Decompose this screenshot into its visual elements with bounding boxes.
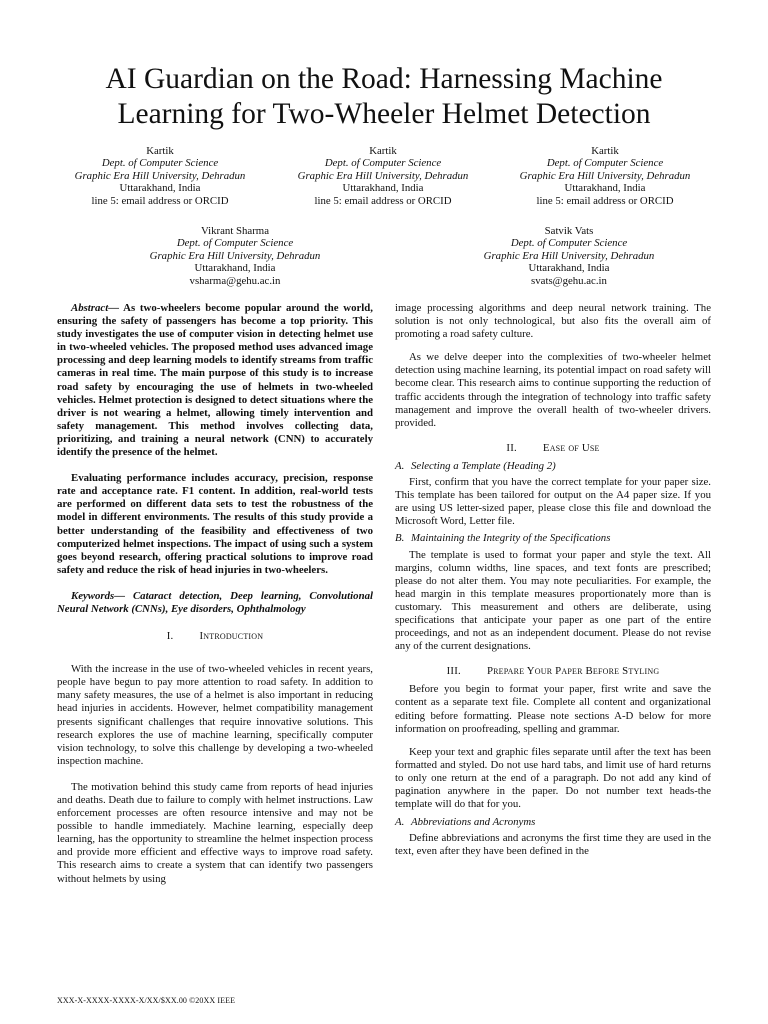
- section-title: Ease of Use: [542, 441, 600, 454]
- title-line-1: AI Guardian on the Road: Harnessing Machine: [105, 63, 663, 95]
- author-email: vsharma@gehu.ac.in: [189, 274, 281, 287]
- author-email: svats@gehu.ac.in: [531, 274, 607, 287]
- author-location: Uttarakhand, India: [342, 182, 424, 195]
- subsection-letter: A.: [395, 459, 405, 472]
- section-title: Introduction: [199, 630, 264, 643]
- author-name: Satvik Vats: [544, 225, 594, 237]
- author-univ: Graphic Era Hill University, Dehradun: [149, 249, 321, 262]
- abstract-paragraph-2: Evaluating performance includes accuracy, precision, response rate and acceptance rate. F1 content. In addition, real-world tests are performed on different data sets to test the robustness of the model in different environments. The results of this study provide a better understanding of the feasibility and effectiveness of two computerized helmet inspections. The impact of using such a system goes beyond research, offering practical solutions to improve road safety and reduce the risk of head injuries in two-wheelers.: [57, 472, 373, 576]
- abstract-label: Abstract—: [71, 302, 119, 314]
- subsection-heading: [395, 816, 711, 829]
- keywords-text: Cataract detection, Deep learning, Convolutional Neural Network (CNNs), Eye disorders, Ophthalmology: [57, 589, 373, 615]
- title-line-2: Learning for Two-Wheeler Helmet Detection: [117, 98, 651, 130]
- author-univ: Graphic Era Hill University, Dehradun: [74, 169, 246, 182]
- subsection-title: Selecting a Template (Heading 2): [411, 459, 556, 472]
- body-paragraph: As we delve deeper into the complexities of two-wheeler helmet detection using machine learning, its potential impact on road safety will become clear. This research aims to continue supporting the reduction of traffic accidents through the integration of technology into traffic safety management and improve the overall health of two-wheeler drivers. provided.: [395, 351, 711, 429]
- author-name: Kartik: [146, 145, 174, 157]
- intro-paragraph-1: With the increase in the use of two-wheeled vehicles in recent years, people have begun to pay more attention to road safety. In addition to many safety measures, the use of a helmet is also important in reducing head injuries in accidents. However, helmet compatibility management presents significant challenges that require innovative solutions. This research explores the use of machine learning, specifically computer vision technology, to solve this challenge by developing a two-wheeled inspection machine.: [57, 663, 373, 767]
- copyright-footer: XXX-X-XXXX-XXXX-X/XX/$XX.00 ©20XX IEEE: [57, 996, 236, 1005]
- body-paragraph: First, confirm that you have the correct template for your paper size. This template has been tailored for output on the A4 paper size. If you are using US letter-sized paper, please close this file and download the Microsoft Word, Letter file.: [395, 476, 711, 528]
- subsection-letter: A.: [395, 816, 405, 829]
- section-number: III.: [446, 665, 461, 678]
- section-heading-ease-of-use: [395, 442, 711, 455]
- author-name: Kartik: [591, 145, 619, 157]
- section-heading-prepare-paper: [395, 665, 711, 678]
- author-dept: Dept. of Computer Science: [546, 157, 664, 170]
- intro-paragraph-2: The motivation behind this study came from reports of head injuries and deaths. Death due to failure to comply with helmet instructions. Law enforcement processes are often resource intensive and may not be possible to handle immediately. Machine learning, especially deep learning, has the opportunity to streamline the helmet inspection process and provide more efficient and effective ways to improve road safety. This research aims to create a system that can identify two passengers without helmets by using: [57, 780, 373, 885]
- paper-title: [60, 62, 708, 132]
- author-contact: line 5: email address or ORCID: [314, 194, 452, 207]
- author-location: Uttarakhand, India: [528, 262, 610, 275]
- subsection-heading: [395, 532, 711, 545]
- body-paragraph: The template is used to format your paper and style the text. All margins, column widths, line spaces, and text fonts are prescribed; please do not alter them. You may note peculiarities. For example, the head margin in this template measures proportionately more than is customary. This measurement and others are deliberate, using specifications that anticipate your paper as one part of the entire proceedings, and not as an independent document. Please do not revise any of the current designations.: [395, 548, 711, 653]
- author-dept: Dept. of Computer Science: [324, 157, 442, 170]
- author-univ: Graphic Era Hill University, Dehradun: [297, 169, 469, 182]
- author-location: Uttarakhand, India: [564, 182, 646, 195]
- author-contact: line 5: email address or ORCID: [536, 194, 674, 207]
- author-name: Vikrant Sharma: [200, 225, 269, 237]
- keywords-label: Keywords—: [71, 589, 125, 602]
- subsection-heading: [395, 460, 711, 473]
- author-name: Kartik: [369, 145, 397, 157]
- body-paragraph: Before you begin to format your paper, first write and save the content as a separate text file. Complete all content and organizational editing before formatting. Please note sections A-D below for more information on proofreading, spelling and grammar.: [395, 683, 711, 735]
- author-univ: Graphic Era Hill University, Dehradun: [519, 169, 691, 182]
- author-block-2: [273, 145, 493, 207]
- author-dept: Dept. of Computer Science: [176, 237, 294, 250]
- right-column: [395, 302, 711, 858]
- section-title: Prepare Your Paper Before Styling: [486, 665, 660, 678]
- keywords-paragraph: [57, 590, 373, 616]
- author-contact: line 5: email address or ORCID: [91, 194, 229, 207]
- body-paragraph: Define abbreviations and acronyms the first time they are used in the text, even after they have been defined in the: [395, 832, 711, 858]
- subsection-title: Abbreviations and Acronyms: [411, 816, 536, 829]
- author-block-3: [495, 145, 715, 207]
- subsection-title: Maintaining the Integrity of the Specifications: [411, 532, 611, 545]
- left-column: [57, 302, 373, 886]
- section-number: I.: [166, 630, 174, 643]
- author-univ: Graphic Era Hill University, Dehradun: [483, 249, 655, 262]
- section-number: II.: [506, 441, 517, 454]
- author-dept: Dept. of Computer Science: [101, 157, 219, 170]
- author-block-1: [50, 145, 270, 207]
- abstract-text: As two-wheelers become popular around the world, ensuring the safety of passengers has become a top priority. This study investigates the use of computer vision in detecting helmet use in two-wheeled vehicles. The proposed method uses advanced image processing and deep learning models to identify streams from traffic cameras in real time. The main purpose of this study is to increase road safety by encouraging the use of helmets in two-wheeled vehicles. Helmet protection is designed to detect situations where the driver is not wearing a helmet, allowing timely intervention and safety management. This method involves collecting data, prioritizing, and training a neural network (CNN) to accurately identify the presence of the helmet.: [57, 302, 373, 459]
- continued-paragraph: image processing algorithms and deep neural network training. The solution is not only technological, but also fits the overall aim of promoting a road safety culture.: [395, 302, 711, 341]
- subsection-letter: B.: [395, 532, 405, 545]
- author-dept: Dept. of Computer Science: [510, 237, 628, 250]
- author-block-4: [125, 225, 345, 287]
- abstract-paragraph: [57, 302, 373, 459]
- author-location: Uttarakhand, India: [194, 262, 276, 275]
- author-location: Uttarakhand, India: [119, 182, 201, 195]
- author-block-5: [459, 225, 679, 287]
- body-paragraph: Keep your text and graphic files separate until after the text has been formatted and styled. Do not use hard tabs, and limit use of hard returns to only one return at the end of a paragraph. Do not add any kind of pagination anywhere in the paper. Do not number text heads-the template will do that for you.: [395, 745, 711, 811]
- section-heading-introduction: [57, 630, 373, 643]
